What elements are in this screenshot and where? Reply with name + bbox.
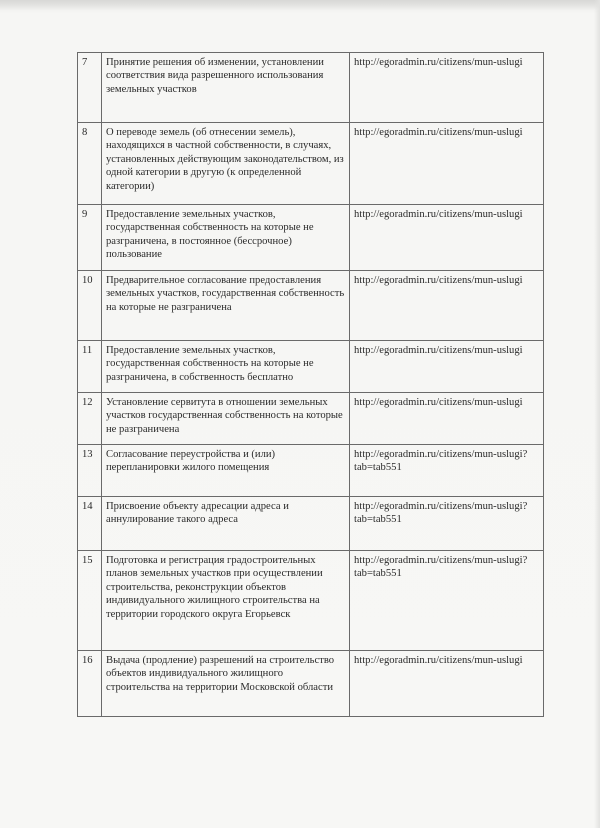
- table-row: [78, 123, 544, 205]
- table-row: [78, 53, 544, 123]
- service-link[interactable]: http://egoradmin.ru/citizens/mun-uslugi?tab=tab551: [350, 497, 544, 551]
- table-row: [78, 651, 544, 717]
- row-number: 13: [78, 445, 102, 497]
- service-name: Присвоение объекту адресации адреса и аннулирование такого адреса: [102, 497, 350, 551]
- row-number: 14: [78, 497, 102, 551]
- service-name: Выдача (продление) разрешений на строительство объектов индивидуального жилищного строительства на территории Московской области: [102, 651, 350, 717]
- row-number: 10: [78, 271, 102, 341]
- table-row: [78, 271, 544, 341]
- row-number: 9: [78, 205, 102, 271]
- service-link[interactable]: http://egoradmin.ru/citizens/mun-uslugi?tab=tab551: [350, 445, 544, 497]
- service-name: Предварительное согласование предоставления земельных участков, государственная собственность на которые не разграничена: [102, 271, 350, 341]
- table-row: [78, 393, 544, 445]
- service-link[interactable]: http://egoradmin.ru/citizens/mun-uslugi: [350, 123, 544, 205]
- row-number: 16: [78, 651, 102, 717]
- service-name: О переводе земель (об отнесении земель), находящихся в частной собственности, в случаях, установленных действующим законодательством, из одной категории в другую (к определенной категории): [102, 123, 350, 205]
- row-number: 8: [78, 123, 102, 205]
- service-name: Подготовка и регистрация градостроительных планов земельных участков при осуществлении строительства, реконструкции объектов индивидуального жилищного строительства на территории городского округа Егорьевск: [102, 551, 350, 651]
- service-name: Предоставление земельных участков, государственная собственность на которые не разграничена, в собственность бесплатно: [102, 341, 350, 393]
- row-number: 7: [78, 53, 102, 123]
- scan-edge-right: [594, 0, 600, 828]
- row-number: 11: [78, 341, 102, 393]
- service-link[interactable]: http://egoradmin.ru/citizens/mun-uslugi: [350, 205, 544, 271]
- service-link[interactable]: http://egoradmin.ru/citizens/mun-uslugi?tab=tab551: [350, 551, 544, 651]
- table-row: [78, 497, 544, 551]
- table-row: [78, 341, 544, 393]
- table-row: [78, 445, 544, 497]
- service-name: Установление сервитута в отношении земельных участков государственная собственность на которые не разграничена: [102, 393, 350, 445]
- service-link[interactable]: http://egoradmin.ru/citizens/mun-uslugi: [350, 393, 544, 445]
- service-link[interactable]: http://egoradmin.ru/citizens/mun-uslugi: [350, 341, 544, 393]
- row-number: 15: [78, 551, 102, 651]
- services-table: [77, 52, 544, 717]
- service-link[interactable]: http://egoradmin.ru/citizens/mun-uslugi: [350, 271, 544, 341]
- service-name: Принятие решения об изменении, установлении соответствия вида разрешенного использования земельных участков: [102, 53, 350, 123]
- scan-edge-top: [0, 0, 600, 10]
- service-name: Согласование переустройства и (или) перепланировки жилого помещения: [102, 445, 350, 497]
- row-number: 12: [78, 393, 102, 445]
- table-row: [78, 205, 544, 271]
- service-link[interactable]: http://egoradmin.ru/citizens/mun-uslugi: [350, 53, 544, 123]
- service-link[interactable]: http://egoradmin.ru/citizens/mun-uslugi: [350, 651, 544, 717]
- service-name: Предоставление земельных участков, государственная собственность на которые не разграничена, в постоянное (бессрочное) пользование: [102, 205, 350, 271]
- table-row: [78, 551, 544, 651]
